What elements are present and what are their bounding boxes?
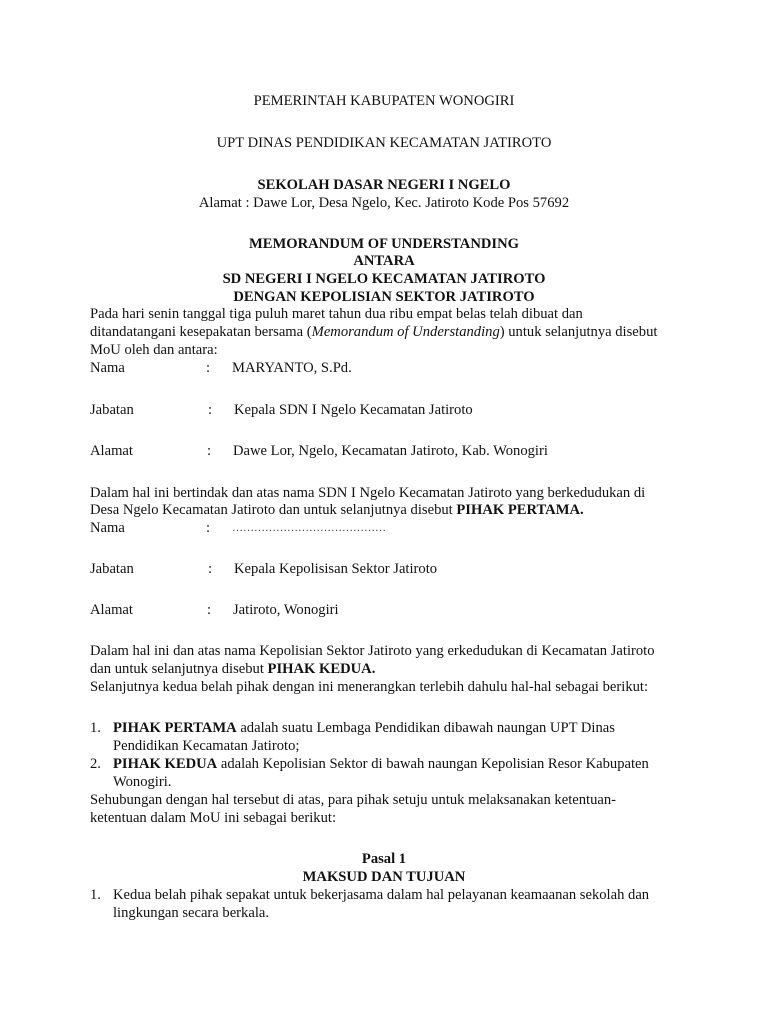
school-name: SEKOLAH DASAR NEGERI I NGELO [257, 177, 511, 193]
gov-heading: PEMERINTAH KABUPATEN WONOGIRI [253, 93, 515, 109]
mou-party-second: DENGAN KEPOLISIAN SEKTOR JATIROTO [233, 289, 535, 305]
party1-address-label: Alamat [90, 443, 133, 459]
party2-address-value: Jatiroto, Wonogiri [233, 602, 339, 618]
intro-line-2-a: ditandatangani kesepakatan bersama ( [90, 324, 312, 340]
mou-antara: ANTARA [353, 253, 415, 269]
pasal-1-subheading: MAKSUD DAN TUJUAN [302, 869, 466, 885]
party1-name-value: MARYANTO, S.Pd. [232, 360, 352, 376]
party2-position-colon: : [208, 561, 213, 577]
party1-desc-line-2-a: Desa Ngelo Kecamatan Jatiroto dan untuk selanjutnya disebut [90, 502, 457, 518]
party1-position-colon: : [208, 402, 213, 418]
point-2-line-1 [113, 755, 649, 773]
party1-address-value: Dawe Lor, Ngelo, Kecamatan Jatiroto, Kab. Wonogiri [233, 443, 548, 459]
party2-desc-line-2 [90, 660, 375, 678]
mou-title: MEMORANDUM OF UNDERSTANDING [249, 236, 519, 252]
party1-position-value: Kepala SDN I Ngelo Kecamatan Jatiroto [234, 402, 473, 418]
point-1-number: 1. [90, 720, 101, 736]
party1-address-colon: : [207, 443, 212, 459]
intro-line-2 [90, 323, 657, 341]
party2-name-colon: : [206, 520, 211, 536]
pasal-1-item-1-number: 1. [90, 887, 101, 903]
party2-desc-line-1: Dalam hal ini dan atas nama Kepolisian Sektor Jatiroto yang erkedudukan di Kecamatan Jatiroto [90, 643, 655, 659]
sehubungan-line-2: ketentuan dalam MoU ini sebagai berikut: [90, 810, 336, 826]
party2-desc-line-2-a: dan untuk selanjutnya disebut [90, 661, 268, 677]
pasal-1-heading: Pasal 1 [361, 851, 407, 867]
party2-name-label: Nama [90, 520, 125, 536]
party2-name-value: …………………………………… [232, 522, 386, 534]
intro-line-3: MoU oleh dan antara: [90, 342, 218, 358]
point-2-bold: PIHAK KEDUA [113, 756, 218, 772]
pasal-1-item-1-line-2: lingkungan secara berkala. [113, 905, 269, 921]
school-address: Alamat : Dawe Lor, Desa Ngelo, Kec. Jatiroto Kode Pos 57692 [198, 195, 570, 211]
sehubungan-line-1: Sehubungan dengan hal tersebut di atas, para pihak setuju untuk melaksanakan ketentuan- [90, 792, 617, 808]
pihak-pertama-term: PIHAK PERTAMA. [456, 502, 584, 518]
party2-position-label: Jabatan [90, 561, 134, 577]
party2-position-value: Kepala Kepolisisan Sektor Jatiroto [234, 561, 438, 577]
point-1-line-2: Pendidikan Kecamatan Jatiroto; [113, 738, 300, 754]
point-2-rest: adalah Kepolisian Sektor di bawah naungan Kepolisian Resor Kabupaten [217, 756, 649, 772]
point-1-line-1 [113, 719, 615, 737]
pihak-kedua-term: PIHAK KEDUA. [267, 661, 376, 677]
intro-line-2-b: ) untuk selanjutnya disebut [499, 324, 658, 340]
point-2-line-2: Wonogiri. [113, 774, 172, 790]
party1-name-colon: : [206, 360, 211, 376]
mou-party-first: SD NEGERI I NGELO KECAMATAN JATIROTO [222, 271, 546, 287]
party1-desc-line-2 [90, 501, 584, 519]
party1-desc-line-1: Dalam hal ini bertindak dan atas nama SDN I Ngelo Kecamatan Jatiroto yang berkedudukan di [90, 485, 646, 501]
party1-position-label: Jabatan [90, 402, 134, 418]
point-1-rest: adalah suatu Lembaga Pendidikan dibawah naungan UPT Dinas [236, 720, 615, 736]
upt-heading: UPT DINAS PENDIDIKAN KECAMATAN JATIROTO [216, 135, 552, 151]
point-2-number: 2. [90, 756, 101, 772]
pasal-1-item-1-line-1: Kedua belah pihak sepakat untuk bekerjasama dalam hal pelayanan keamaanan sekolah dan [113, 887, 650, 903]
point-1-bold: PIHAK PERTAMA [113, 720, 237, 736]
party2-address-label: Alamat [90, 602, 133, 618]
party2-address-colon: : [207, 602, 212, 618]
intro-line-1: Pada hari senin tanggal tiga puluh maret tahun dua ribu empat belas telah dibuat dan [90, 306, 583, 322]
party2-desc-line-3: Selanjutnya kedua belah pihak dengan ini menerangkan terlebih dahulu hal-hal sebagai berikut: [90, 679, 649, 695]
intro-line-2-em: Memorandum of Understanding [311, 324, 500, 340]
party1-name-label: Nama [90, 360, 125, 376]
